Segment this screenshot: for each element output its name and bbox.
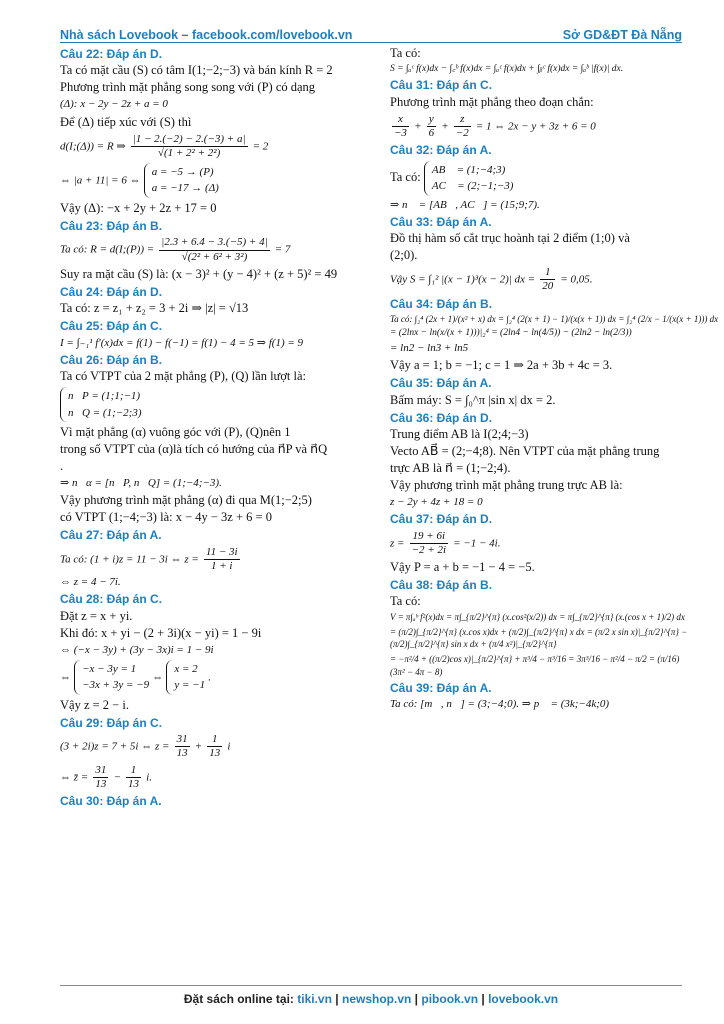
header-publisher: Nhà sách Lovebook – facebook.com/lovebook.vn [60, 28, 353, 42]
q34-heading: Câu 34: Đáp án B. [390, 296, 493, 311]
q23-heading: Câu 23: Đáp án B. [60, 218, 163, 233]
footer-link-newshop[interactable]: newshop.vn [341, 992, 412, 1006]
q37-heading: Câu 37: Đáp án D. [390, 512, 493, 527]
q29-math-1: (3 + 2i)z = 7 + 5i ⇔ z = $\frac{31}{13}$ + $\frac{1}{13}$ i [60, 733, 231, 760]
q33-heading: Câu 33: Đáp án A. [390, 214, 492, 229]
q37-text-1: Vậy P = a + b = −1 − 4 = −5. [390, 560, 535, 574]
q31-math-1: $\frac{x}{-3}$ + $\frac{y}{6}$ + $\frac{z}{-2}$ = 1 ⇔ 2x − y + 3z + 6 = 0 [394, 112, 596, 139]
q34-math-2: = (2lnx − ln(x/(x + 1)))|₂⁴ = (2ln4 − ln(4/5)) − (2ln2 − ln(2/3)) [390, 327, 632, 338]
q36-heading: Câu 36: Đáp án D. [390, 410, 493, 425]
q33-text-1: Đồ thị hàm số cắt trục hoành tại 2 điểm (1;0) và [390, 231, 630, 246]
q23-fraction: $\frac{|2.3 + 6.4 - 3.(-5) + 4|}{\text{√(2² + 6² + 3²)}}$ [161, 236, 268, 263]
right-column [390, 44, 719, 714]
q25-heading: Câu 25: Đáp án C. [60, 319, 163, 334]
q36-text-4: Vậy phương trình mặt phẳng trung trực AB là: [390, 478, 623, 493]
q22-text-1: Ta có mặt cầu (S) có tâm I(1;−2;−3) và bán kính R = 2 [60, 63, 333, 78]
q22-fraction: $\frac{|1 - 2.(-2) - 2.(-3) + a|}{\text{√(1 + 2² + 2²)}}$ [132, 132, 246, 159]
q32-vectors: Ta có: AB⃗ = (1;−4;3) AC⃗ = (2;−1;−3) [390, 161, 692, 196]
q34-math-3: = ln2 − ln3 + ln5 [390, 342, 469, 355]
q24-heading: Câu 24: Đáp án D. [60, 284, 163, 299]
footer-link-pibook[interactable]: pibook.vn [421, 992, 479, 1006]
q23-math-1: Ta có: R = d(I;(P)) = $\frac{|2.3 + 6.4 - 3.(-5) + 4|}{\text{√(2² + 6² + 3²)}}$ = 7 [60, 236, 291, 263]
q28-heading: Câu 28: Đáp án C. [60, 592, 163, 607]
q38-math-1: V = π∫ₐᵇ f²(x)dx = π∫_{π/2}^{π} (x.cos²(x/2)) dx = π∫_{π/2}^{π} (x.(cos x + 1)/2) dx [390, 612, 685, 623]
q32-bracket: AB⃗ = (1;−4;3) AC⃗ = (2;−1;−3) [424, 161, 514, 196]
q26-vectors [60, 387, 378, 422]
q28-text-3: Vậy z = 2 − i. [60, 697, 129, 712]
q34-math-1: Ta có: ∫₂⁴ (2x + 1)/(x² + x) dx = ∫₂⁴ (2(x + 1) − 1)/(x(x + 1)) dx = ∫₂⁴ (2/x − 1/(x(x + 1))) dx [390, 313, 719, 324]
q28-text-1: Đặt z = x + yi. [60, 608, 133, 623]
q27-fraction: $\frac{11 - 3i}{1 + i}$ [205, 545, 238, 572]
q22-math-3: ⇔ |a + 11| = 6 ⇔ a = −5 → (P) a = −17 → (Δ) [60, 163, 378, 198]
q32-math-1: ⇒ n⃗ = [AB⃗, AC⃗] = (15;9;7). [390, 198, 540, 211]
q30-heading: Câu 30: Đáp án A. [60, 793, 162, 808]
q28-bracket-1: −x − 3y = 1 −3x + 3y = −9 [74, 660, 149, 695]
q22-text-4: Vậy (Δ): −x + 2y + 2z + 17 = 0 [60, 200, 217, 215]
q36-math-1: z − 2y + 4z + 18 = 0 [390, 496, 483, 509]
q34-text-1: Vậy a = 1; b = −1; c = 1 ⇒ 2a + 3b + 4c = 3. [390, 358, 613, 373]
q28-text-2: Khi đó: x + yi − (2 + 3i)(x − yi) = 1 − 9i [60, 625, 262, 640]
q29-heading: Câu 29: Đáp án C. [60, 715, 163, 730]
q27-math-1: Ta có: (1 + i)z = 11 − 3i ⇔ z = $\frac{11 - 3i}{1 + i}$ [60, 545, 238, 572]
q36-text-1: Trung điểm AB là I(2;4;−3) [390, 427, 529, 442]
q39-heading: Câu 39: Đáp án A. [390, 680, 492, 695]
q27-heading: Câu 27: Đáp án A. [60, 528, 162, 543]
q26-heading: Câu 26: Đáp án B. [60, 352, 163, 367]
footer-link-tiki[interactable]: tiki.vn [297, 992, 332, 1006]
q38-text-1: Ta có: [390, 594, 421, 609]
q32-heading: Câu 32: Đáp án A. [390, 143, 492, 158]
q26-text-6: có VTPT (1;−4;−3) là: x − 4y − 3z + 6 = 0 [60, 510, 272, 525]
page-header [60, 22, 682, 42]
q28-bracket-2: x = 2 y = −1 [166, 660, 205, 695]
q30-text-1: Ta có: [390, 46, 421, 60]
q22-heading: Câu 22: Đáp án D. [60, 47, 163, 61]
q38-math-2: = (π/2)∫_{π/2}^{π} (x.cos x)dx + (π/2)∫_{π/2}^{π} x dx = (π/2 x sin x)|_{π/2}^{π} − (π/2)∫_{π/2}^{π} sin x dx + (π/4 x²)|_{π/2}^{π} [390, 627, 688, 650]
q28-math-1: ⇔ (−x − 3y) + (3y − 3x)i = 1 − 9i [60, 643, 214, 656]
q23-text-1: Suy ra mặt cầu (S) là: (x − 3)² + (y − 4)² + (z + 5)² = 49 [60, 266, 338, 281]
q22-math-1: (Δ): x − 2y − 2z + a = 0 [60, 98, 168, 111]
q27-math-2: ⇔ z = 4 − 7i. [60, 576, 121, 589]
q22-text-3: Để (Δ) tiếp xúc với (S) thì [60, 114, 192, 129]
q31-heading: Câu 31: Đáp án C. [390, 78, 493, 93]
q26-text-5: Vậy phương trình mặt phẳng (α) đi qua M(1;−2;5) [60, 493, 312, 508]
q38-heading: Câu 38: Đáp án B. [390, 578, 493, 592]
q26-text-4: . [60, 459, 64, 474]
q36-text-2: Vecto AB⃗ = (2;−4;8). Nên VTPT của mặt phẳng trung [390, 444, 660, 459]
q26-math-1: ⇒ n⃗α = [n⃗P, n⃗Q] = (1;−4;−3). [60, 477, 222, 490]
q35-text-1: Bấm máy: S = ∫₀^π |sin x| dx = 2. [390, 392, 556, 407]
q28-math-2: ⇔ −x − 3y = 1 −3x + 3y = −9 ⇔ x = 2 y = −1 . [60, 660, 378, 695]
q24-text-1: Ta có: z = z₁ + z₂ = 3 + 2i ⇒ |z| = √13 [60, 301, 249, 316]
q26-bracket: n⃗P = (1;1;−1) n⃗Q = (1;−2;3) [60, 387, 142, 422]
q26-text-3: trong số VTPT của (α)là tích có hướng của n⃗P và n⃗Q [60, 442, 328, 457]
page-footer: Đặt sách online tại: tiki.vn | newshop.vn | pibook.vn | lovebook.vn [60, 985, 682, 1006]
q38-math-3: = −π²/4 + ((π/2)cos x)|_{π/2}^{π} + π³/4 − π³/16 = 3π³/16 − π²/4 − π/2 = (π/16)(3π² − 4π − 8) [390, 654, 680, 677]
q37-math-1: z = $\frac{19 + 6i}{-2 + 2i}$ = −1 − 4i. [390, 529, 501, 556]
q26-text-1: Ta có VTPT của 2 mặt phẳng (P), (Q) lần lượt là: [60, 369, 307, 384]
q26-text-2: Vì mặt phẳng (α) vuông góc với (P), (Q)nên 1 [60, 425, 291, 440]
q39-math-1: Ta có: [m⃗, n⃗] = (3;−4;0). ⇒ p⃗ = (3k;−4k;0) [390, 698, 610, 711]
left-column [60, 44, 378, 810]
q30-math-1: S = ∫ₐᶜ f(x)dx − ∫꜀ᵇ f(x)dx = ∫ₐᶜ f(x)dx + ∫ᵦᶜ f(x)dx = ∫ₐᵇ |f(x)| dx. [390, 64, 624, 74]
q29-math-2: ⇔ z̄ = $\frac{31}{13}$ − $\frac{1}{13}$ i. [60, 763, 152, 790]
q33-text-2: (2;0). [390, 248, 418, 263]
q25-math-1: I = ∫₋₁¹ f′(x)dx = f(1) − f(−1) = f(1) − 4 = 5 ⇒ f(1) = 9 [60, 336, 304, 349]
q31-text-1: Phương trình mặt phẳng theo đoạn chắn: [390, 94, 594, 109]
footer-link-lovebook[interactable]: lovebook.vn [488, 992, 559, 1006]
header-rule [60, 42, 682, 43]
q22-bracket: a = −5 → (P) a = −17 → (Δ) [144, 163, 219, 198]
header-source: Sở GD&ĐT Đà Nẵng [562, 28, 682, 42]
q22-text-2: Phương trình mặt phẳng song song với (P) có dạng [60, 80, 316, 95]
q35-heading: Câu 35: Đáp án A. [390, 376, 492, 391]
footer-prefix: Đặt sách online tại: [183, 992, 294, 1006]
q36-text-3: trực AB là n⃗ = (1;−2;4). [390, 461, 511, 476]
q22-math-2: d(I;(Δ)) = R ⇒ $\frac{|1 - 2.(-2) - 2.(-3) + a|}{\text{√(1 + 2² + 2²)}}$ = 2 [60, 132, 269, 159]
q33-math-1: Vậy S = ∫₁² |(x − 1)³(x − 2)| dx = $\frac{1}{20}$ = 0,05. [390, 266, 593, 293]
